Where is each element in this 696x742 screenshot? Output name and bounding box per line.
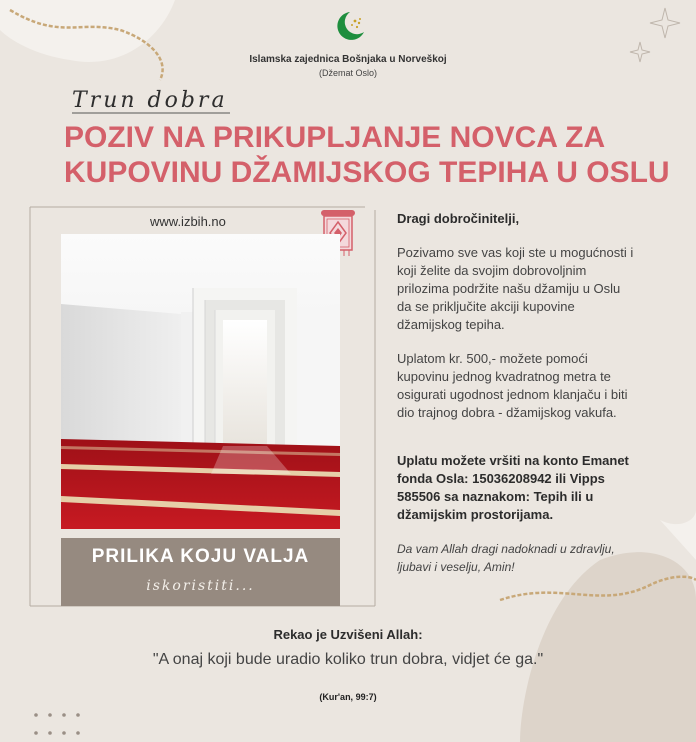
banner-script: iskoristiti...: [146, 578, 255, 594]
sparkle-icon: [650, 8, 680, 38]
quote-intro: Rekao je Uzvišeni Allah:: [273, 627, 423, 642]
paragraph-invitation: Pozivamo sve vas koji ste u mogućnosti i koji želite da svojim dobrovoljnim prilozima podržite našu džamiju u Oslu da se priključite akciji kupovine džamijskog tepiha.: [397, 245, 634, 332]
page-title: POZIV NA PRIKUPLJANJE NOVCA ZA KUPOVINU DŽAMIJSKOG TEPIHA U OSLU: [64, 121, 670, 189]
crescent-star-icon: [334, 10, 366, 46]
organization-subtitle: (Džemat Oslo): [318, 68, 377, 78]
banner-heading: PRILIKA KOJU VALJA: [91, 546, 310, 567]
greeting: Dragi dobročinitelji,: [397, 211, 520, 226]
banner: [61, 538, 340, 606]
quote-text: "A onaj koji bude uradio koliko trun dobra, vidjet će ga.": [152, 651, 544, 668]
website-link[interactable]: www.izbih.no: [150, 214, 226, 229]
quote-reference: (Kur'an, 99:7): [319, 692, 377, 702]
organization-name: Islamska zajednica Bošnjaka u Norveškoj: [249, 54, 447, 65]
paragraph-donation-amount: Uplatom kr. 500,- možete pomoći kupovinu jednog kvadratnog metra te osigurati ugodnost jednom klanjaču i biti dio trajnog dobra - džamijskog vakufa.: [397, 351, 628, 420]
mosque-carpet-photo: [61, 234, 340, 529]
blessing-text: Da vam Allah dragi nadoknadi u zdravlju, ljubavi i veselju, Amin!: [397, 542, 615, 574]
paragraph-payment-info: Uplatu možete vršiti na konto Emanet fonda Osla: 15036208942 ili Vipps 585506 sa naznakom: Tepih ili u džamijskim prostorijama.: [397, 453, 629, 522]
script-title: Trun dobra: [72, 88, 228, 113]
